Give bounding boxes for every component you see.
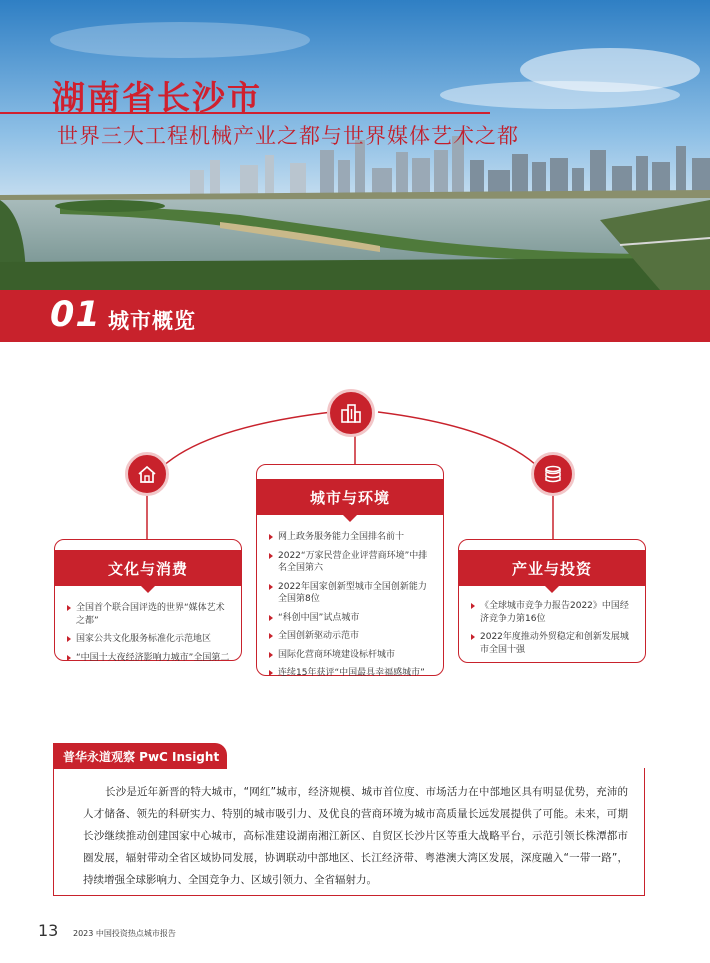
section-number: 01 — [50, 295, 101, 335]
card-culture-consumption-list — [67, 602, 231, 670]
house-icon — [125, 452, 169, 496]
card-culture-consumption — [54, 539, 242, 661]
section-title: 城市概览 — [108, 309, 196, 333]
list-item: 国际化营商环境建设标杆城市 — [269, 649, 433, 662]
section-header-bar — [0, 290, 710, 342]
card-city-environment — [256, 464, 444, 676]
list-item: 2022年度推动外贸稳定和创新发展城市全国十强 — [471, 631, 635, 656]
card-industry-investment-title: 产业与投资 — [458, 550, 646, 586]
page-number: 13 — [38, 921, 59, 940]
list-item: “科创中国”试点城市 — [269, 612, 433, 625]
card-industry-investment-list — [471, 600, 635, 662]
report-title: 2023 中国投资热点城市报告 — [73, 929, 176, 938]
list-item: 连续15年获评“中国最具幸福感城市” — [269, 667, 433, 680]
list-item: 网上政务服务能力全国排名前十 — [269, 531, 433, 544]
card-city-environment-list — [269, 531, 433, 686]
insight-tab: 普华永道观察 PwC Insight — [53, 743, 227, 769]
cityscape-illustration — [0, 0, 710, 300]
list-item: “中国十大夜经济影响力城市”全国第二 — [67, 652, 231, 665]
list-item: 全国创新驱动示范市 — [269, 630, 433, 643]
section-header-background — [0, 290, 710, 342]
card-culture-consumption-title: 文化与消费 — [54, 550, 242, 586]
list-item: 国家公共文化服务标准化示范地区 — [67, 633, 231, 646]
page-subtitle: 世界三大工程机械产业之都与世界媒体艺术之都 — [57, 124, 519, 148]
list-item: 全国首个联合国评选的世界“媒体艺术之都” — [67, 602, 231, 627]
list-item: 2022“万家民营企业评营商环境”中排名全国第六 — [269, 550, 433, 575]
building-icon — [327, 389, 375, 437]
coins-icon — [531, 452, 575, 496]
hero-cityscape-photo — [0, 0, 710, 300]
page-title: 湖南省长沙市 — [52, 78, 262, 117]
insight-paragraph: 长沙是近年新晋的特大城市，“网红”城市，经济规模、城市首位度、市场活力在中部地区具有明显优势，充沛的人才储备、领先的科研实力、特别的城市吸引力、及优良的营商环境为城市高质量长远发展提供了可能。未来，可期长沙继续推动创建国家中心城市，高标准建设湖南湘江新区、自贸区长沙片区等重大战略平台，示范引领长株潭都市圈发展，辐射带动全省区域协同发展，协调联动中部地区、长江经济带、粤港澳大湾区发展，深度融入“一带一路”，持续增强全球影响力、全国竞争力、区域引领力、全省辐射力。 — [83, 786, 628, 886]
card-city-environment-title: 城市与环境 — [256, 479, 444, 515]
list-item: 2022年国家创新型城市全国创新能力全国第8位 — [269, 581, 433, 606]
list-item: 《全球城市竞争力报告2022》中国经济竞争力第16位 — [471, 600, 635, 625]
card-industry-investment — [458, 539, 646, 663]
